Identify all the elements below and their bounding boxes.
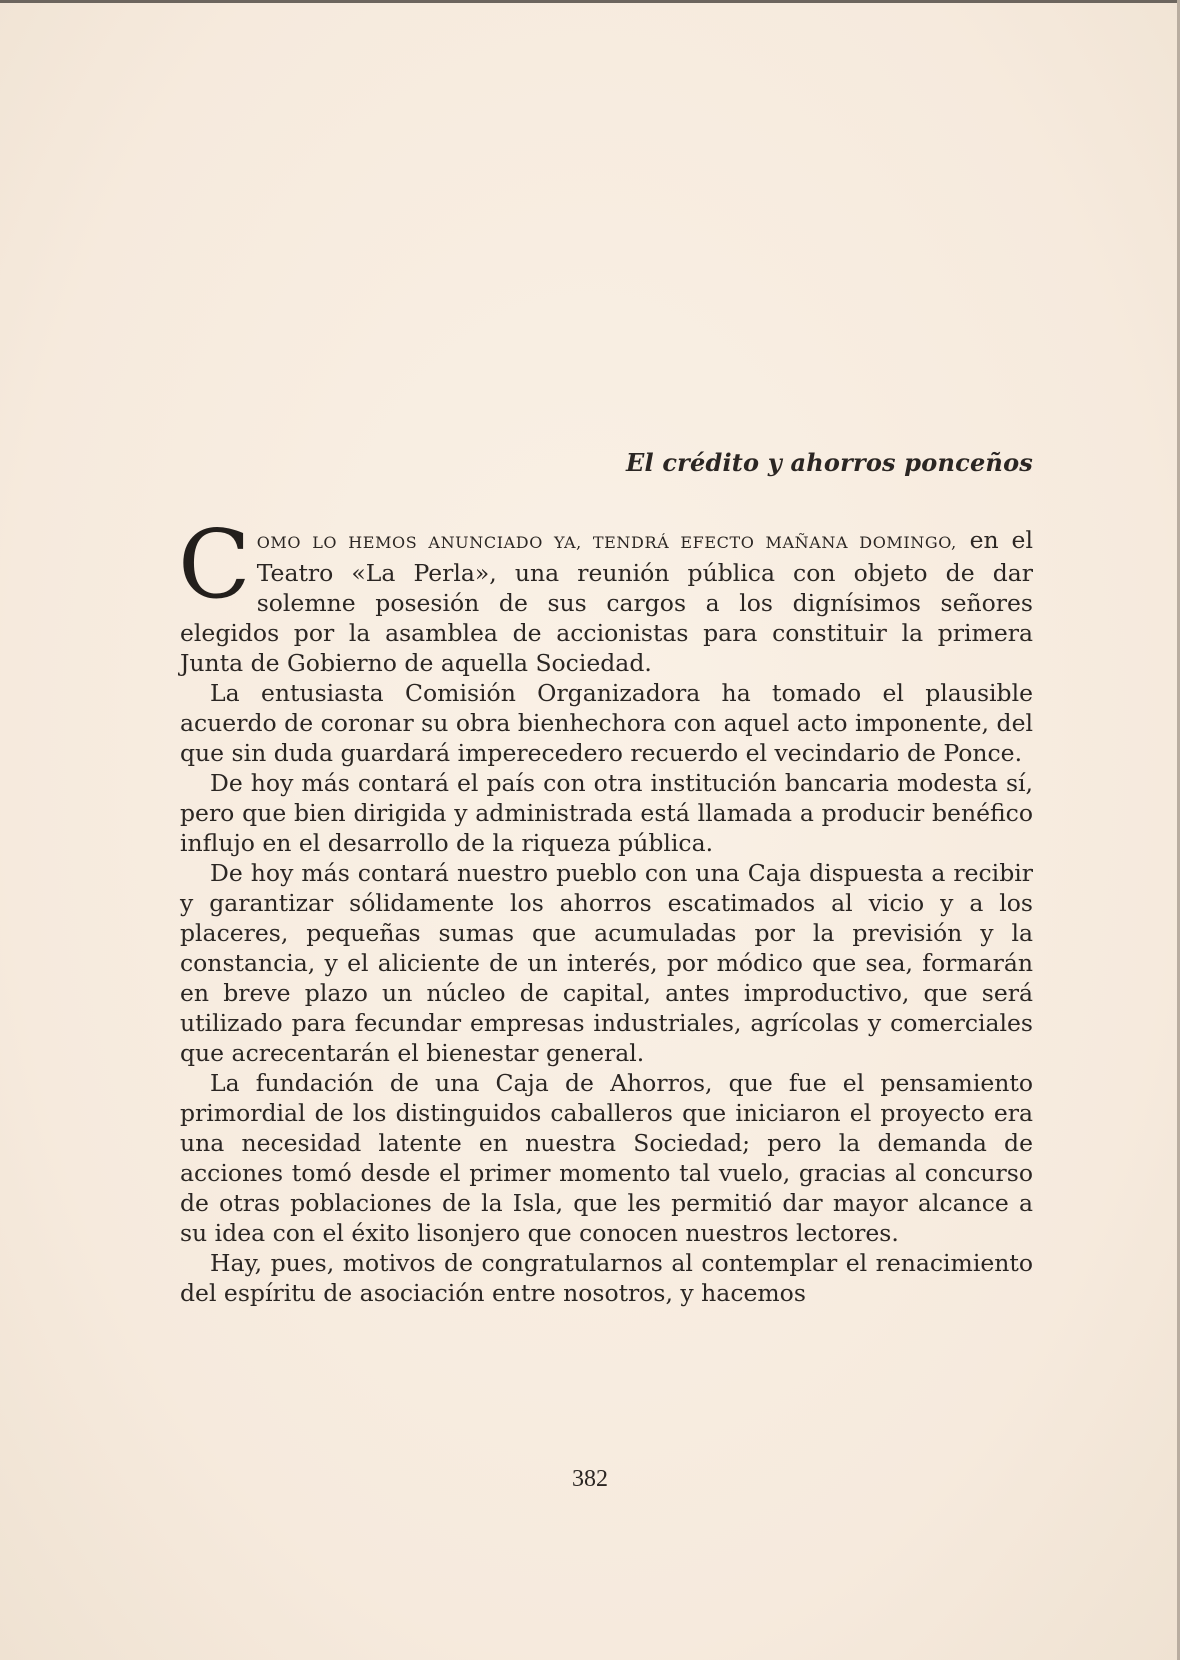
paragraph-1: [178, 510, 1033, 678]
page-top-edge: [0, 0, 1180, 3]
paragraph-2: La entusiasta Comisión Organizadora ha tomado el plausible acuerdo de coronar su obra bienhechora con aquel acto imponente, del que sin duda guardará imperecedero recuerdo el vecindario de Ponce.: [180, 679, 1033, 767]
lead-smallcaps: OMO LO HEMOS ANUNCIADO YA, TENDRÁ EFECTO MAÑANA DOMINGO,: [256, 533, 957, 552]
article-body: [178, 510, 1033, 1308]
paragraph-6: Hay, pues, motivos de congratularnos al contemplar el renacimiento del espíritu de asociación entre nosotros, y hacemos: [180, 1249, 1033, 1307]
paragraph-5: La fundación de una Caja de Ahorros, que fue el pensamiento primordial de los distinguidos caballeros que iniciaron el proyecto era una necesidad latente en nuestra Sociedad; pero la demanda de acciones tomó desde el primer momento tal vuelo, gracias al concurso de otras poblaciones de la Isla, que les permitió dar mayor alcance a su idea con el éxito lisonjero que conocen nuestros lectores.: [180, 1069, 1033, 1247]
paragraph-4: De hoy más contará nuestro pueblo con una Caja dispuesta a recibir y garantizar sólidamente los ahorros escatimados al vicio y a los placeres, pequeñas sumas que acumuladas por la previsión y la constancia, y el aliciente de un interés, por módico que sea, formarán en breve plazo un núcleo de capital, antes improductivo, que será utilizado para fecundar empresas industriales, agrícolas y comerciales que acrecentarán el bienestar general.: [180, 859, 1033, 1067]
paragraph-1-text: en el Teatro «La Perla», una reunión pública con objeto de dar solemne posesión de sus cargos a los dignísimos señores elegidos por la asamblea de accionistas para constituir la primera Junta de Gobierno de aquella Sociedad.: [180, 526, 1033, 677]
article: [180, 448, 1033, 1308]
article-title: El crédito y ahorros ponceños: [625, 448, 1033, 477]
paragraph-3: De hoy más contará el país con otra institución bancaria modesta sí, pero que bien dirigida y administrada está llamada a producir benéfico influjo en el desarrollo de la riqueza pública.: [180, 769, 1033, 857]
page-number: 382: [572, 1466, 608, 1492]
drop-cap: C: [178, 510, 251, 620]
